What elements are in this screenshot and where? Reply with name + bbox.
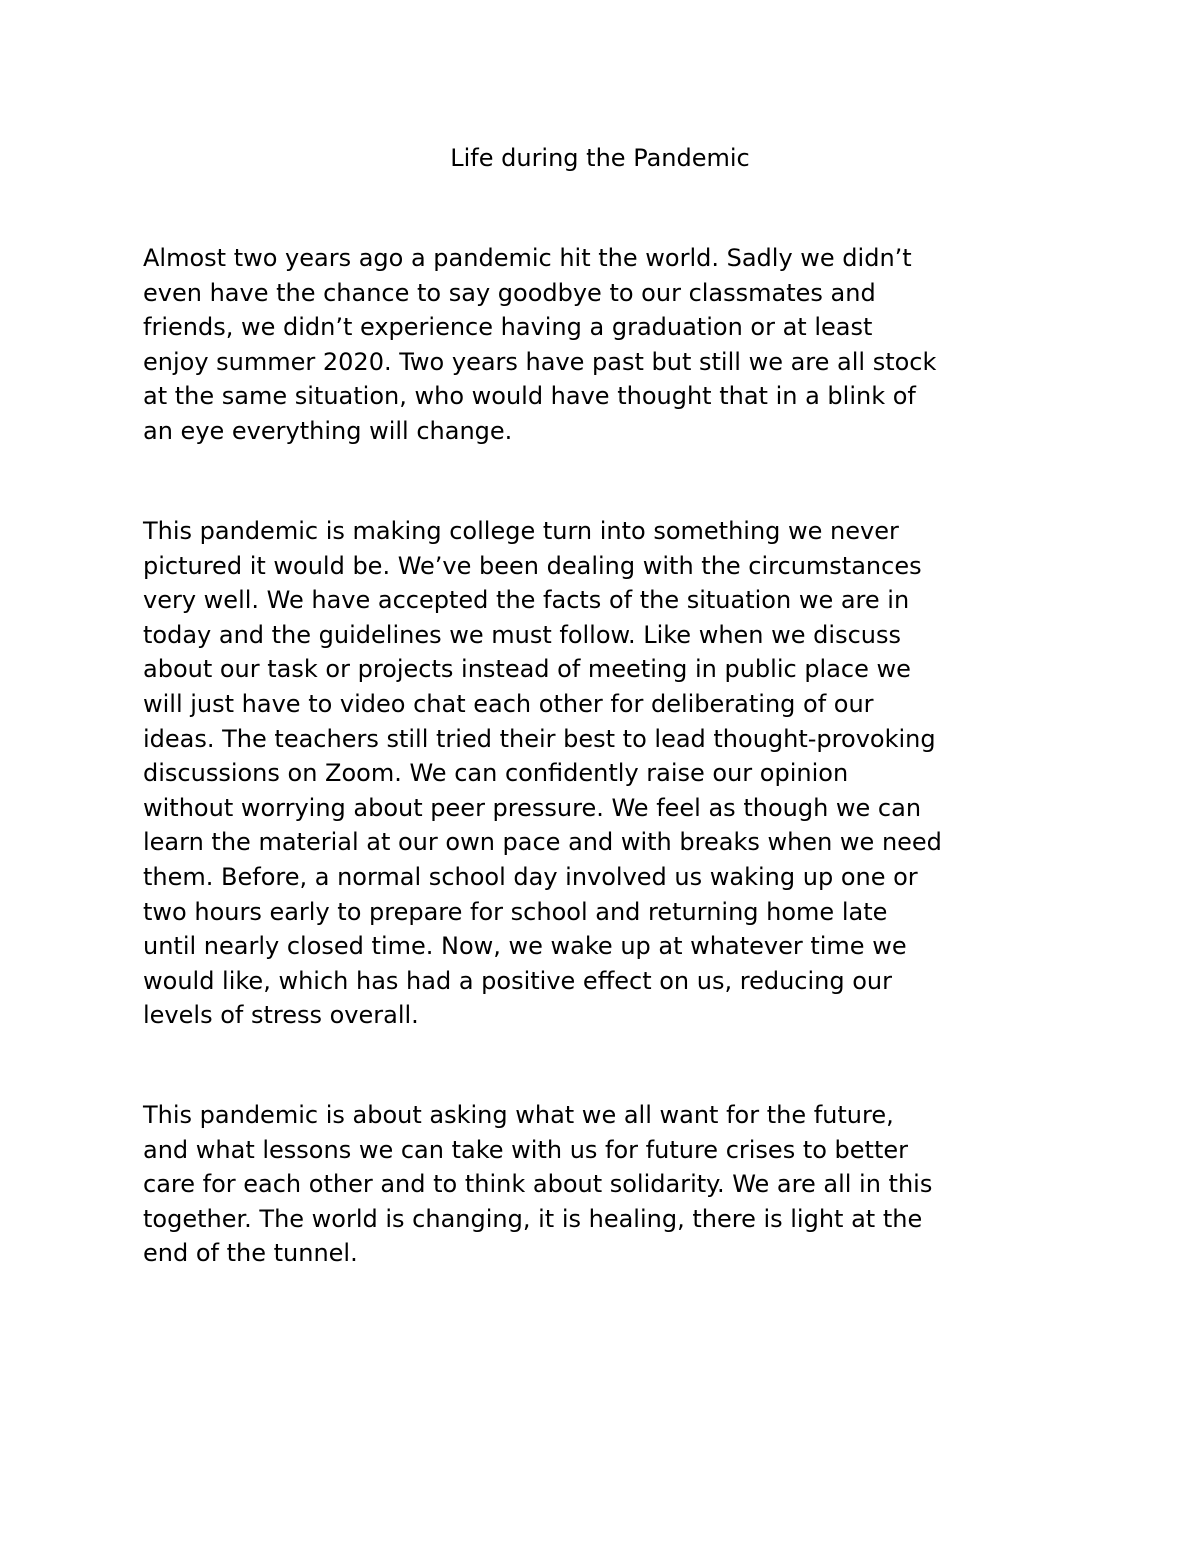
- text-line: end of the tunnel.: [143, 1239, 358, 1268]
- text-line: without worrying about peer pressure. We feel as though we can: [143, 793, 922, 822]
- text-line: today and the guidelines we must follow. Like when we discuss: [143, 620, 901, 649]
- text-line: until nearly closed time. Now, we wake up at whatever time we: [143, 932, 907, 961]
- text-line: together. The world is changing, it is healing, there is light at the: [143, 1204, 923, 1233]
- text-line: would like, which has had a positive effect on us, reducing our: [143, 966, 892, 995]
- text-line: even have the chance to say goodbye to our classmates and: [143, 278, 876, 307]
- text-line: very well. We have accepted the facts of the situation we are in: [143, 586, 910, 615]
- text-line: pictured it would be. We’ve been dealing with the circumstances: [143, 551, 922, 580]
- text-line: ideas. The teachers still tried their best to lead thought-provoking: [143, 724, 936, 753]
- document-title: Life during the Pandemic: [450, 144, 750, 172]
- paragraph-2: [143, 514, 1063, 1033]
- text-line: will just have to video chat each other for deliberating of our: [143, 689, 874, 718]
- text-line: and what lessons we can take with us for future crises to better: [143, 1135, 908, 1164]
- text-line: This pandemic is about asking what we all want for the future,: [143, 1101, 894, 1129]
- text-line: levels of stress overall.: [143, 1001, 419, 1030]
- text-line: friends, we didn’t experience having a graduation or at least: [143, 313, 873, 342]
- text-line: Almost two years ago a pandemic hit the world. Sadly we didn’t: [143, 244, 912, 272]
- text-line: at the same situation, who would have thought that in a blink of: [143, 382, 916, 411]
- text-line: care for each other and to think about solidarity. We are all in this: [143, 1170, 933, 1199]
- text-line: about our task or projects instead of meeting in public place we: [143, 655, 911, 684]
- text-line: enjoy summer 2020. Two years have past but still we are all stock: [143, 347, 937, 376]
- text-line: an eye everything will change.: [143, 416, 513, 445]
- text-line: This pandemic is making college turn into something we never: [143, 517, 899, 545]
- paragraph-3: [143, 1098, 1063, 1271]
- paragraph-1: [143, 241, 1063, 449]
- text-line: two hours early to prepare for school and returning home late: [143, 897, 888, 926]
- text-line: learn the material at our own pace and with breaks when we need: [143, 828, 942, 857]
- text-line: discussions on Zoom. We can confidently raise our opinion: [143, 759, 849, 788]
- text-line: them. Before, a normal school day involved us waking up one or: [143, 862, 918, 891]
